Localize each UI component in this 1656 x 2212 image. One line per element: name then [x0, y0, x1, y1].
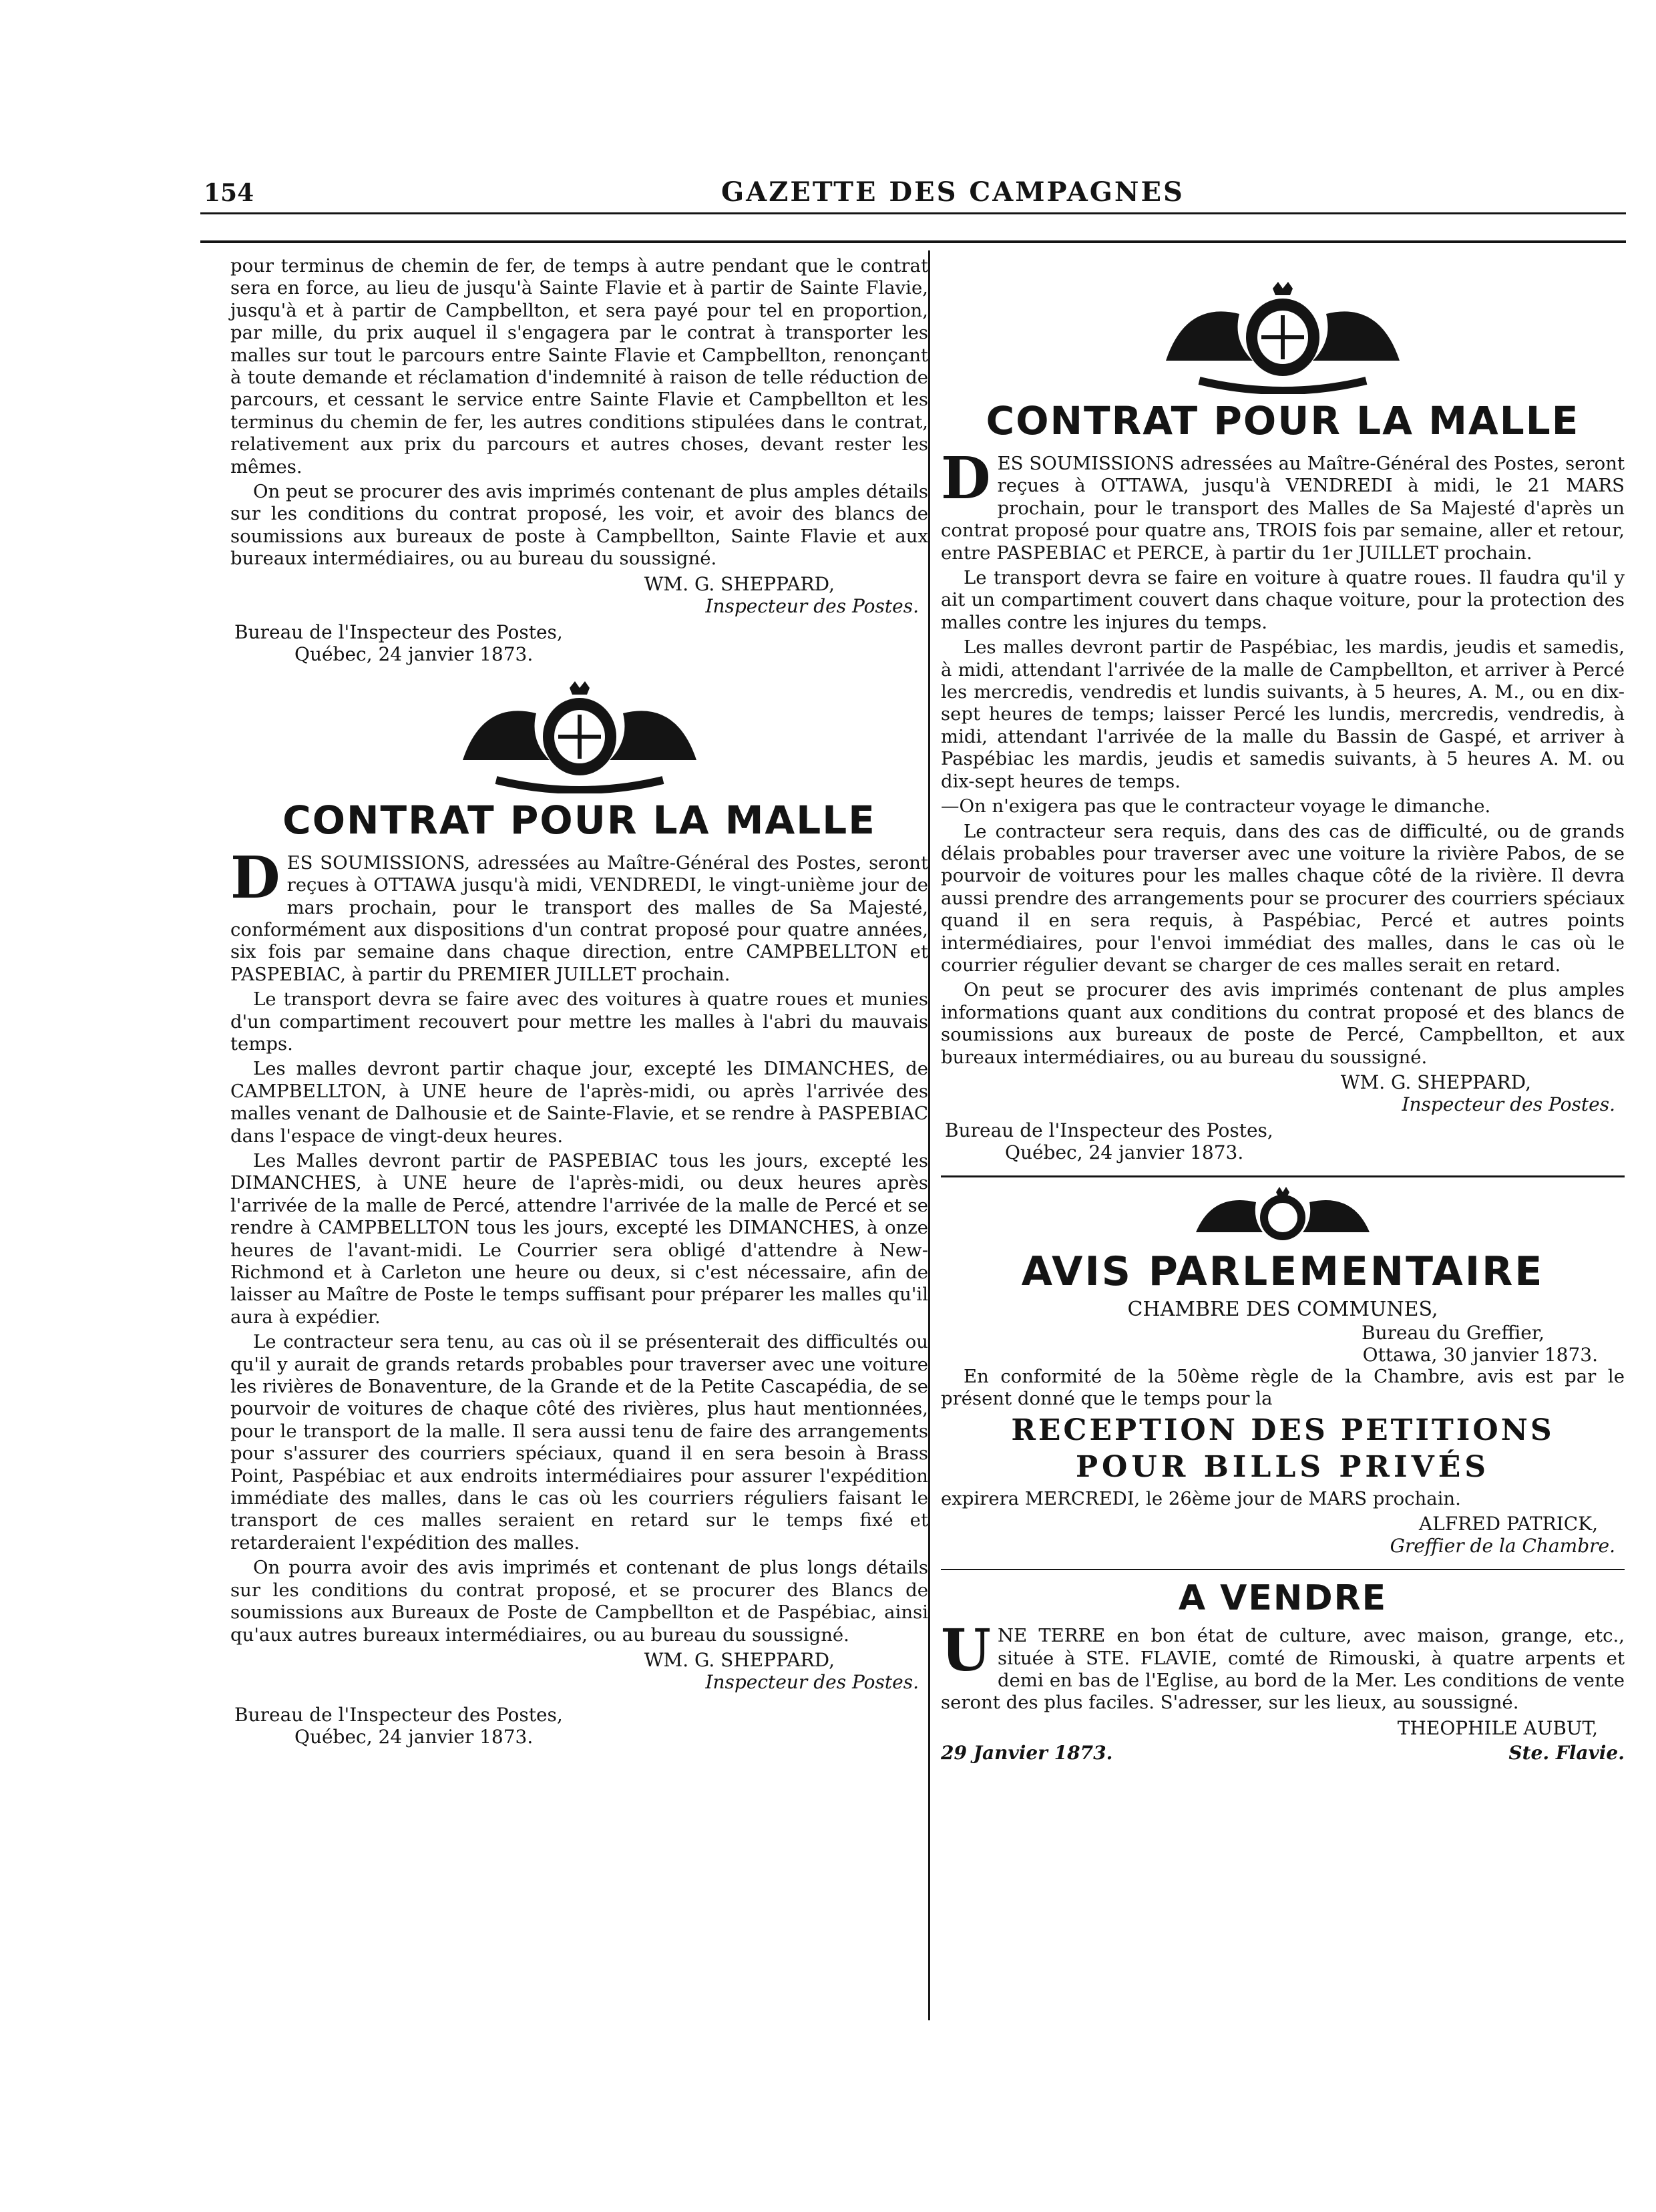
- sale-signer: THEOPHILE AUBUT,: [1397, 1716, 1598, 1739]
- notice-paragraph: On peut se procurer des avis imprimés contenant de plus amples informations quant aux conditions du contrat proposé et des blancs de soumissions aux bureaux de poste de Percé, Campbellton, et aux bureaux intermédiaires, ou au bureau du soussigné.: [941, 979, 1625, 1068]
- notice-paragraph: —On n'exigera pas que le contracteur voyage le dimanche.: [941, 795, 1491, 817]
- avis-headline: AVIS PARLEMENTAIRE: [1021, 1248, 1544, 1295]
- notice-paragraph: DES SOUMISSIONS adressées au Maître-Général des Postes, seront reçues à OTTAWA, jusqu'à VENDREDI à midi, le 21 MARS prochain, pour le transport des Malles de Sa Majesté d'après un contrat proposé pour quatre ans, TROIS fois par semaine, aller et retour, entre PASPEBIAC et PERCE, à partir du 1er JUILLET prochain.: [941, 445, 1625, 564]
- continuation-paragraph: On peut se procurer des avis imprimés contenant de plus amples détails sur les conditions du contrat proposé, les voir, et avoir des blancs de soumissions aux bureaux de poste à Campbellton, Sainte Flavie et aux bureaux intermédiaires, ou au bureau du soussigné.: [230, 481, 928, 570]
- avis-expiry: expirera MERCREDI, le 26ème jour de MARS prochain.: [941, 1487, 1461, 1509]
- notice-headline: CONTRAT POUR LA MALLE: [986, 398, 1580, 443]
- notice-paragraph: Les Malles devront partir de PASPEBIAC tous les jours, excepté les DIMANCHES, à UNE heure de l'après-midi, ou deux heures après l'arrivée de la malle de Percé, attendre l'arrivée de la malle de Percé et se rendre à CAMPBELLTON tous les jours, excepté les DIMANCHES, à onze heures de l'avant-midi. Le Courrier sera obligé d'attendre à New-Richmond et à Carleton une heure ou deux, si c'est nécessaire, afin de laisser au Maître de Poste le temps suffisant pour préparer les malles qu'il aura à expédier.: [230, 1149, 928, 1328]
- royal-crest-icon: [1183, 1185, 1383, 1246]
- bureau-office: Bureau de l'Inspecteur des Postes,: [945, 1119, 1273, 1141]
- notice-paragraph: Le transport devra se faire en voiture à quatre roues. Il faudra qu'il y ait un compartiment couvert dans chaque voiture, pour la protection des malles contre les injures du temps.: [941, 567, 1625, 633]
- signature-title: Inspecteur des Postes.: [705, 594, 919, 617]
- drop-cap: U: [941, 1617, 991, 1685]
- notice-paragraph: Les malles devront partir chaque jour, excepté les DIMANCHES, de CAMPBELLTON, à UNE heure de l'après-midi, ou après l'arrivée des malles venant de Dalhousie et de Sainte-Flavie, et se rendre à PASPEBIAC dans l'espace de vingt-deux heures.: [230, 1058, 928, 1147]
- sale-headline: A VENDRE: [1178, 1578, 1388, 1619]
- notice-paragraph: Le transport devra se faire avec des voitures à quatre roues et munies d'un compartiment recouvert pour mettre les malles à l'abri du mauvais temps.: [230, 988, 928, 1055]
- notice-paragraph: On pourra avoir des avis imprimés et contenant de plus longs détails sur les conditions du contrat proposé, et se procurer des Blancs de soumissions aux Bureaux de Poste de Campbellton et de Paspébiac, ainsi qu'aux autres bureaux intermédiaires, ou au bureau du soussigné.: [230, 1557, 928, 1646]
- signature-title: Inspecteur des Postes.: [1402, 1093, 1615, 1115]
- signature-name: WM. G. SHEPPARD,: [644, 572, 835, 595]
- sale-date: 29 Janvier 1873.: [941, 1741, 1113, 1764]
- column-divider: [928, 250, 930, 2020]
- avis-heading: RECEPTION DES PETITIONS: [1011, 1413, 1555, 1447]
- royal-crest-icon: [436, 680, 723, 793]
- signature-name: WM. G. SHEPPARD,: [644, 1648, 835, 1671]
- notice-paragraph: Le contracteur sera requis, dans des cas de difficulté, ou de grands délais probables pour traverser avec une voiture la rivière Pabos, de se pourvoir de voitures pour les malles chaque côté de la rivière. Il devra aussi prendre des arrangements pour se procurer des courriers spéciaux quand il en sera requis, à Paspébiac, Percé et autres points intermédiaires, pour l'envoi immédiat des malles, dans le cas où le courrier régulier devant se charger de ces malles serait en retard.: [941, 820, 1625, 976]
- notice-paragraph: Les malles devront partir de Paspébiac, les mardis, jeudis et samedis, à midi, attendant l'arrivée de la malle de Campbellton, et arriver à Percé les mercredis, vendredis et lundis suivants, à 5 heures, A. M., ou en dix-sept heures de temps; laisser Percé les lundis, mercredis, vendredis, à midi, attendant l'arrivée de la malle du Bassin de Gaspé, et arriver à Paspébiac les mardis, jeudis et samedis suivants, à 5 heures A. M. ou dix-sept heures de temps.: [941, 636, 1625, 792]
- page-number: 154: [204, 179, 254, 207]
- bureau-block: [234, 621, 928, 665]
- royal-crest-icon: [1139, 281, 1426, 394]
- drop-cap: D: [941, 445, 991, 512]
- avis-heading-ornate: POUR BILLS PRIVÉS: [1075, 1449, 1490, 1484]
- section-separator: [941, 1175, 1625, 1177]
- bureau-office: Bureau de l'Inspecteur des Postes,: [234, 620, 563, 643]
- header-rule-top: [200, 212, 1626, 214]
- bureau-date: Québec, 24 janvier 1873.: [1005, 1141, 1244, 1163]
- bureau-office: Bureau de l'Inspecteur des Postes,: [234, 1703, 563, 1726]
- signature-name: WM. G. SHEPPARD,: [1340, 1071, 1531, 1093]
- sale-place: Ste. Flavie.: [1508, 1741, 1625, 1764]
- bureau-date: Québec, 24 janvier 1873.: [294, 642, 534, 665]
- avis-body: En conformité de la 50ème règle de la Chambre, avis est par le présent donné que le temps pour la: [941, 1365, 1625, 1410]
- avis-office: Bureau du Greffier,: [1362, 1321, 1544, 1344]
- continuation-paragraph: pour terminus de chemin de fer, de temps à autre pendant que le contrat sera en force, au lieu de jusqu'à Sainte Flavie et à partir de Sainte Flavie, jusqu'à et à partir de Campbellton, et sera payé pour tel en proportion, par mille, du prix auquel il s'engagera par le contrat à transporter les malles sur tout le parcours entre Sainte Flavie et Campbellton, renonçant à toute demande et réclamation d'indemnité à raison de telle réduction de parcours, et cessant le service entre Sainte Flavie et Campbellton et les terminus du chemin de fer, les autres conditions stipulées dans le contrat, relativement aux prix du parcours et autres choses, devant rester les mêmes.: [230, 255, 928, 478]
- sale-body: UNE TERRE en bon état de culture, avec maison, grange, etc., située à STE. FLAVIE, comté de Rimouski, à quatre arpents et demi en bas de l'Eglise, au bord de la Mer. Les conditions de vente seront des plus faciles. S'adresser, sur les lieux, au soussigné.: [941, 1617, 1625, 1714]
- signature-title: Inspecteur des Postes.: [705, 1670, 919, 1693]
- avis-date: Ottawa, 30 janvier 1873.: [1362, 1343, 1598, 1366]
- notice-headline: CONTRAT POUR LA MALLE: [282, 797, 876, 843]
- avis-signer-title: Greffier de la Chambre.: [1390, 1535, 1615, 1557]
- section-separator: [941, 1569, 1625, 1570]
- sale-footer: [941, 1742, 1625, 1764]
- drop-cap: D: [230, 844, 280, 912]
- right-column: [932, 255, 1625, 1764]
- avis-chamber: CHAMBRE DES COMMUNES,: [1127, 1297, 1438, 1321]
- running-title: GAZETTE DES CAMPAGNES: [721, 176, 1185, 208]
- bureau-block: [945, 1119, 1625, 1163]
- notice-paragraph: DES SOUMISSIONS, adressées au Maître-Général des Postes, seront reçues à OTTAWA jusqu'à midi, VENDREDI, le vingt-unième jour de mars prochain, pour le transport des malles de Sa Majesté, conformément aux dispositions d'un contrat proposé pour quatre années, six fois par semaine dans chaque direction, entre CAMPBELLTON et PASPEBIAC, à partir du PREMIER JUILLET prochain.: [230, 844, 928, 985]
- header-rule-bottom: [200, 240, 1626, 243]
- bureau-date: Québec, 24 janvier 1873.: [294, 1725, 534, 1748]
- left-column: [230, 255, 928, 1748]
- bureau-block: [234, 1704, 928, 1748]
- avis-signer: ALFRED PATRICK,: [1418, 1513, 1598, 1535]
- notice-paragraph: Le contracteur sera tenu, au cas où il se présenterait des difficultés ou qu'il y aurait de grands retards probables pour traverser avec une voiture les rivières de Bonaventure, de la Grande et de la Petite Cascapédia, de se pourvoir de voitures de chaque côté des rivières, plus haut mentionnées, pour le transport de la malle. Il sera aussi tenu de faire des arrangements pour s'assurer des courriers spéciaux, quand il en sera besoin à Brass Point, Paspébiac et aux endroits intermédiaires pour assurer l'expédition immédiate des malles, dans le cas où les courriers réguliers faisant le transport de ces malles seraient en retard sur le temps fixé et retarderaient l'expédition des malles.: [230, 1331, 928, 1553]
